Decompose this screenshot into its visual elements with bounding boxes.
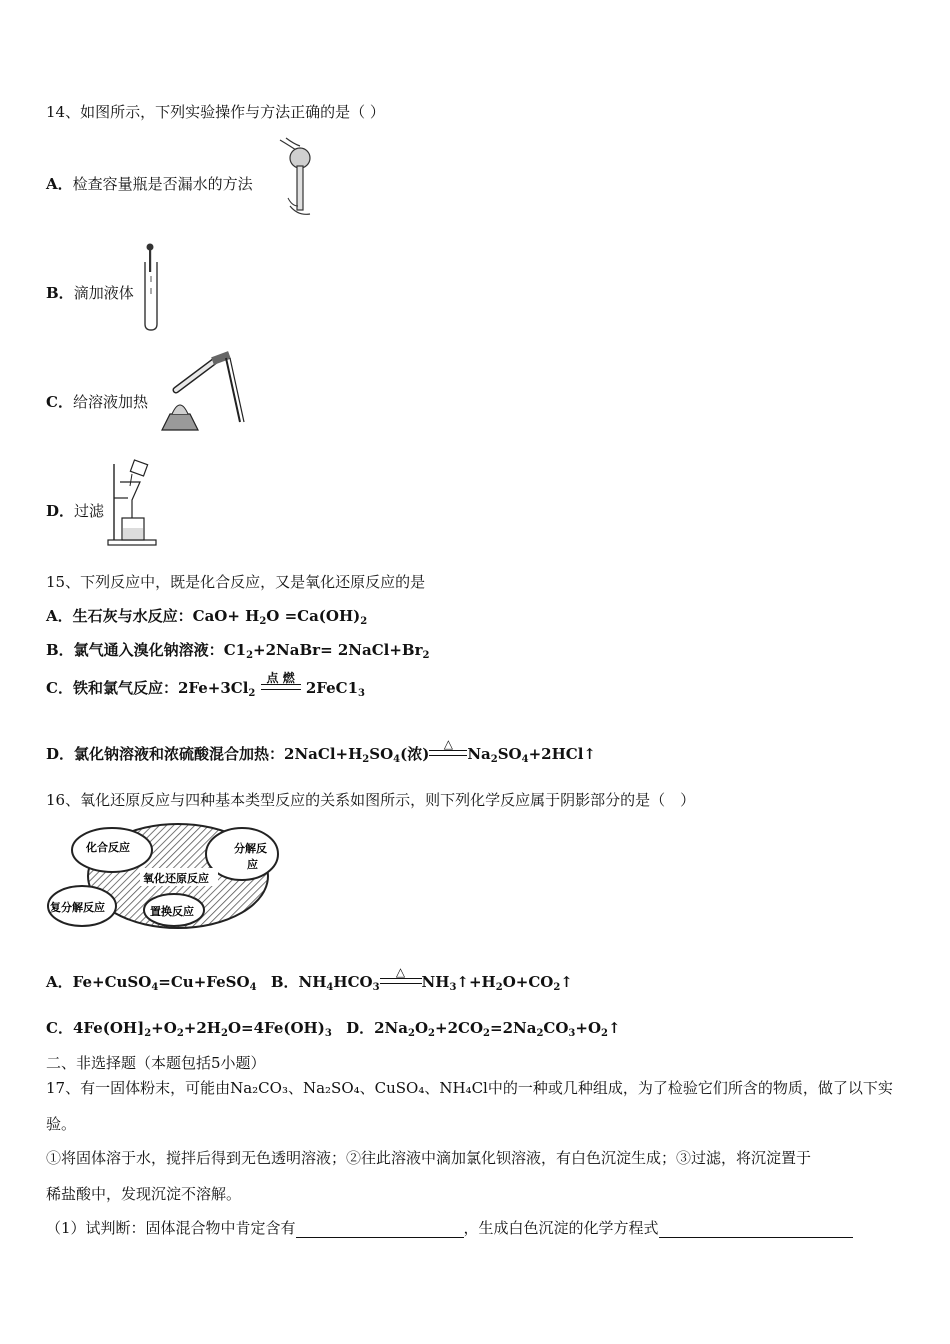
q15-c-prefix: C．铁和氯气反应： [46, 679, 178, 697]
option-letter: D． [46, 502, 75, 520]
q15-option-b [46, 640, 429, 660]
volumetric-flask-inversion-figure [276, 136, 318, 222]
q16-a-equation: Fe+CuSO$_4$=Cu+FeSO$_4$ [72, 973, 257, 993]
section-2-title: 二、非选择题（本题包括5小题） [46, 1054, 266, 1072]
q16-d-equation: $2Na_2O_2+2CO_2=2Na_2CO_3+O_2↑$ [374, 1019, 621, 1039]
q17-sub1-text-b: ，生成白色沉淀的化学方程式 [463, 1219, 659, 1237]
q16-b-equation: $NH_4HCO_3$ △ $NH_3↑+H_2O+CO_2↑$ [298, 965, 573, 993]
heating-test-tube-figure [156, 350, 246, 432]
label-decomposition-line2: 应 [247, 858, 258, 871]
option-letter: C． [46, 1019, 73, 1037]
option-letter: A． [46, 973, 73, 991]
heat-condition-arrow [429, 738, 467, 756]
label-displacement: 置换反应 [150, 905, 194, 918]
reaction-condition-arrow [261, 672, 301, 690]
q15-a-prefix: A．生石灰与水反应： [46, 607, 193, 625]
q15-a-equation: $CaO+ H_2O =Ca(OH)_2$ [192, 607, 368, 627]
dropper-test-tube-figure [140, 242, 164, 332]
q17-sub1-text-a: （1）试判断：固体混合物中肯定含有 [46, 1219, 296, 1237]
q15-b-prefix: B．氯气通入溴化钠溶液： [46, 641, 224, 659]
q17-line1: 17、有一固体粉末，可能由Na₂CO₃、Na₂SO₄、CuSO₄、NH₄Cl中的一种或几种组成，为了检验它们所含的物质，做了以下实 [46, 1079, 893, 1097]
filtration-setup-figure [106, 458, 160, 548]
q14-option-d [46, 501, 104, 521]
q16-options-ab [46, 965, 573, 993]
q14-option-a [46, 174, 253, 194]
q17-line2: 验。 [46, 1115, 77, 1133]
answer-blank-2[interactable] [659, 1221, 853, 1238]
q14-option-c [46, 392, 148, 412]
q16-stem: 16、氧化还原反应与四种基本类型反应的关系如图所示，则下列化学反应属于阴影部分的是（ ） [46, 791, 696, 809]
option-letter: A． [46, 175, 73, 193]
heat-symbol: △ [443, 737, 453, 751]
option-letter: B． [46, 284, 74, 302]
answer-blank-1[interactable] [296, 1221, 464, 1238]
label-double-displacement: 复分解反应 [50, 901, 105, 914]
q15-b-equation: $C1_2+2NaBr=$ $2NaCl+Br_2$ [223, 641, 430, 661]
option-text: 给溶液加热 [72, 393, 148, 411]
q15-d-prefix: D．氯化钠溶液和浓硫酸混合加热： [46, 745, 285, 763]
q17-line3: ①将固体溶于水，搅拌后得到无色透明溶液；②往此溶液中滴加氯化钡溶液，有白色沉淀生成；③过滤，将沉淀置于 [46, 1149, 812, 1167]
heat-condition-arrow [380, 966, 422, 984]
q15-stem: 15、下列反应中，既是化合反应，又是氧化还原反应的是 [46, 573, 426, 591]
ignite-condition: 点 燃 [266, 671, 295, 685]
q15-option-c [46, 671, 365, 699]
option-letter: B． [270, 973, 299, 991]
q16-c-equation: $4Fe(OH]_2+O_2+2H_2O=4Fe(OH)_3$ [72, 1019, 332, 1039]
label-redox: 氧化还原反应 [143, 872, 209, 885]
option-letter: C． [46, 393, 73, 411]
option-text: 滴加液体 [73, 284, 134, 302]
q14-option-b [46, 283, 134, 303]
q17-line4: 稀盐酸中，发现沉淀不溶解。 [46, 1185, 242, 1203]
option-text: 过滤 [74, 502, 105, 520]
q14-stem: 14、如图所示，下列实验操作与方法正确的是（ ） [46, 103, 385, 121]
q15-c-equation: $2Fe+3Cl_2$ 点 燃 $2FeC1_3$ [177, 671, 365, 699]
q15-d-equation: $2NaCl+H_2SO_4$(浓) △ $Na_2SO_4+2HCl↑$ [284, 737, 596, 765]
option-text: 检查容量瓶是否漏水的方法 [72, 175, 253, 193]
q16-options-cd [46, 1018, 621, 1038]
q17-subquestion-1 [46, 1218, 853, 1238]
q15-option-a [46, 606, 367, 626]
reaction-types-venn-diagram [46, 818, 282, 932]
heat-symbol: △ [395, 965, 406, 979]
q15-option-d [46, 737, 596, 765]
label-decomposition-line1: 分解反 [234, 842, 267, 855]
option-letter: D． [346, 1019, 375, 1037]
label-combination: 化合反应 [86, 841, 130, 854]
